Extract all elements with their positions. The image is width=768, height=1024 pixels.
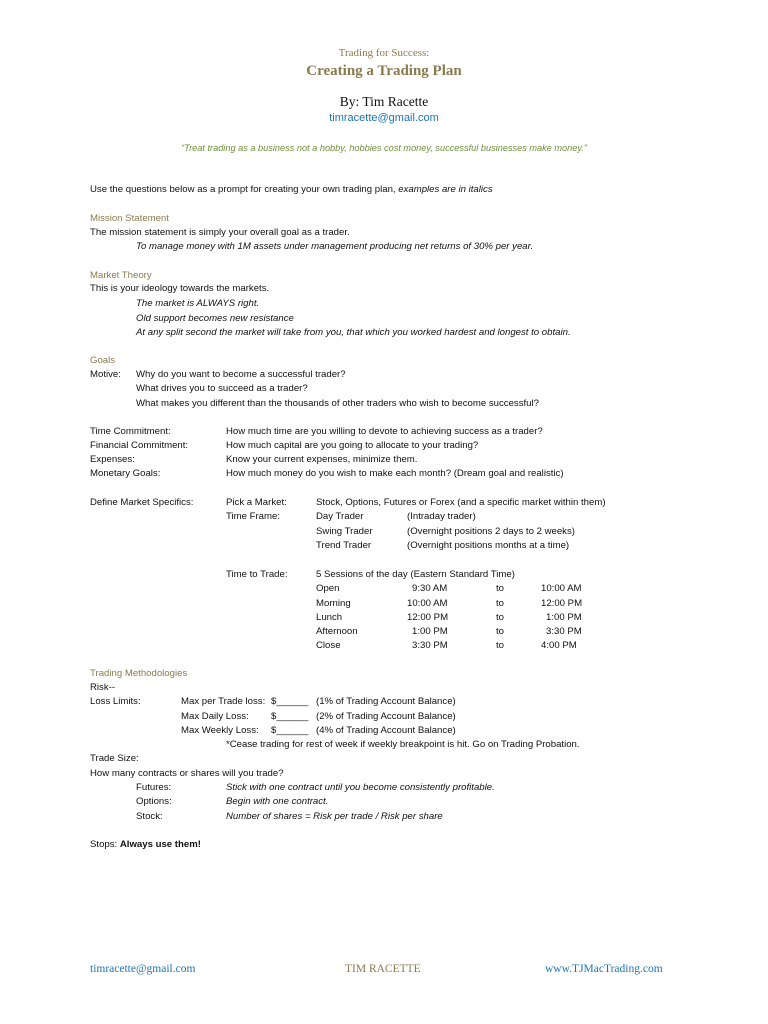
size-text: Number of shares = Risk per trade / Risk per share: [226, 811, 443, 822]
document-overtitle: Trading for Success:: [338, 47, 430, 59]
footer-website-link[interactable]: www.TJMacTrading.com: [545, 963, 663, 975]
size-text: Stick with one contract until you become consistently profitable.: [226, 782, 495, 793]
author-byline: By: Tim Racette: [339, 94, 429, 109]
footer-author-name: TIM RACETTE: [345, 963, 421, 975]
goals-heading: Goals: [90, 355, 116, 366]
size-label: Stock:: [136, 811, 163, 822]
session-start: 1:00 PM: [412, 626, 448, 637]
stops-line: [90, 839, 201, 851]
session-start: 9:30 AM: [412, 583, 448, 594]
timeframe-desc: (Overnight positions months at a time): [407, 540, 570, 551]
timeframe-name: Swing Trader: [316, 526, 373, 537]
sessions-title: 5 Sessions of the day (Eastern Standard Time): [316, 569, 515, 580]
size-label: Futures:: [136, 782, 172, 793]
limit-note: (4% of Trading Account Balance): [316, 725, 456, 736]
contracts-question: How many contracts or shares will you trade?: [90, 768, 284, 779]
session-to: to: [496, 598, 505, 609]
session-start: 12:00 PM: [407, 612, 449, 623]
cease-note: *Cease trading for rest of week if weekly breakpoint is hit. Go on Trading Probation.: [226, 739, 580, 750]
loss-limits-label: Loss Limits:: [90, 696, 141, 707]
session-name: Close: [316, 640, 341, 651]
motive-question: Why do you want to become a successful trader?: [136, 369, 346, 380]
market-theory-heading: Market Theory: [90, 270, 152, 281]
motive-label: Motive:: [90, 369, 121, 380]
commitment-text: Know your current expenses, minimize them.: [226, 454, 418, 465]
session-to: to: [496, 640, 505, 651]
timeframe-desc: (Overnight positions 2 days to 2 weeks): [407, 526, 575, 537]
specifics-label: Define Market Specifics:: [90, 497, 194, 508]
mission-heading: Mission Statement: [90, 213, 169, 224]
limit-note: (2% of Trading Account Balance): [316, 711, 456, 722]
market-theory-example: Old support becomes new resistance: [136, 313, 294, 324]
opening-quote: “Treat trading as a business not a hobby, hobbies cost money, successful businesses make money.”: [181, 143, 587, 153]
session-to: to: [496, 626, 505, 637]
trade-size-label: Trade Size:: [90, 753, 139, 764]
session-end: 1:00 PM: [546, 612, 582, 623]
limit-blank: $______: [271, 696, 309, 707]
commitment-text: How much time are you willing to devote to achieving success as a trader?: [226, 426, 543, 437]
limit-label: Max per Trade loss:: [181, 696, 266, 707]
limit-label: Max Daily Loss:: [181, 711, 249, 722]
size-text: Begin with one contract.: [226, 796, 329, 807]
timeframe-label: Time Frame:: [226, 511, 281, 522]
size-label: Options:: [136, 796, 172, 807]
motive-question: What makes you different than the thousands of other traders who wish to become successful?: [136, 398, 539, 409]
commitment-label: Financial Commitment:: [90, 440, 189, 451]
limit-blank: $______: [271, 725, 309, 736]
commitment-text: How much capital are you going to allocate to your trading?: [226, 440, 479, 451]
pick-market-text: Stock, Options, Futures or Forex (and a specific market within them): [316, 497, 606, 508]
commitment-label: Monetary Goals:: [90, 468, 161, 479]
timeframe-name: Trend Trader: [316, 540, 372, 551]
commitment-text: How much money do you wish to make each month? (Dream goal and realistic): [226, 468, 564, 479]
session-to: to: [496, 583, 505, 594]
intro-text: [90, 184, 493, 196]
commitment-label: Time Commitment:: [90, 426, 171, 437]
market-theory-example: The market is ALWAYS right.: [136, 298, 260, 309]
limit-label: Max Weekly Loss:: [181, 725, 259, 736]
session-name: Afternoon: [316, 626, 358, 637]
risk-label: Risk--: [90, 682, 116, 693]
intro-italic: examples are in italics: [398, 184, 493, 195]
session-end: 12:00 PM: [541, 598, 583, 609]
stops-text: Always use them!: [119, 839, 201, 850]
methodologies-heading: Trading Methodologies: [90, 668, 188, 679]
timeframe-desc: (Intraday trader): [407, 511, 476, 522]
session-end: 4:00 PM: [541, 640, 577, 651]
session-start: 3:30 PM: [412, 640, 448, 651]
session-name: Lunch: [316, 612, 343, 623]
mission-text: The mission statement is simply your overall goal as a trader.: [90, 227, 350, 238]
footer-email-link[interactable]: timracette@gmail.com: [90, 963, 196, 975]
timeframe-name: Day Trader: [316, 511, 364, 522]
session-name: Open: [316, 583, 340, 594]
session-to: to: [496, 612, 505, 623]
market-theory-text: This is your ideology towards the markets.: [90, 283, 270, 294]
mission-example: To manage money with 1M assets under management producing net returns of 30% per year.: [136, 241, 534, 252]
limit-note: (1% of Trading Account Balance): [316, 696, 456, 707]
motive-question: What drives you to succeed as a trader?: [136, 383, 308, 394]
intro-plain: Use the questions below as a prompt for creating your own trading plan,: [90, 184, 399, 195]
stops-label: Stops:: [90, 839, 120, 850]
session-start: 10:00 AM: [407, 598, 448, 609]
session-end: 10:00 AM: [541, 583, 582, 594]
session-end: 3:30 PM: [546, 626, 582, 637]
document-title: Creating a Trading Plan: [306, 63, 462, 79]
time-to-trade-label: Time to Trade:: [226, 569, 288, 580]
commitment-label: Expenses:: [90, 454, 135, 465]
session-name: Morning: [316, 598, 351, 609]
author-email-link[interactable]: timracette@gmail.com: [329, 112, 439, 124]
market-theory-example: At any split second the market will take from you, that which you worked hardest and longest to obtain.: [136, 327, 571, 338]
limit-blank: $______: [271, 711, 309, 722]
pick-market-label: Pick a Market:: [226, 497, 287, 508]
